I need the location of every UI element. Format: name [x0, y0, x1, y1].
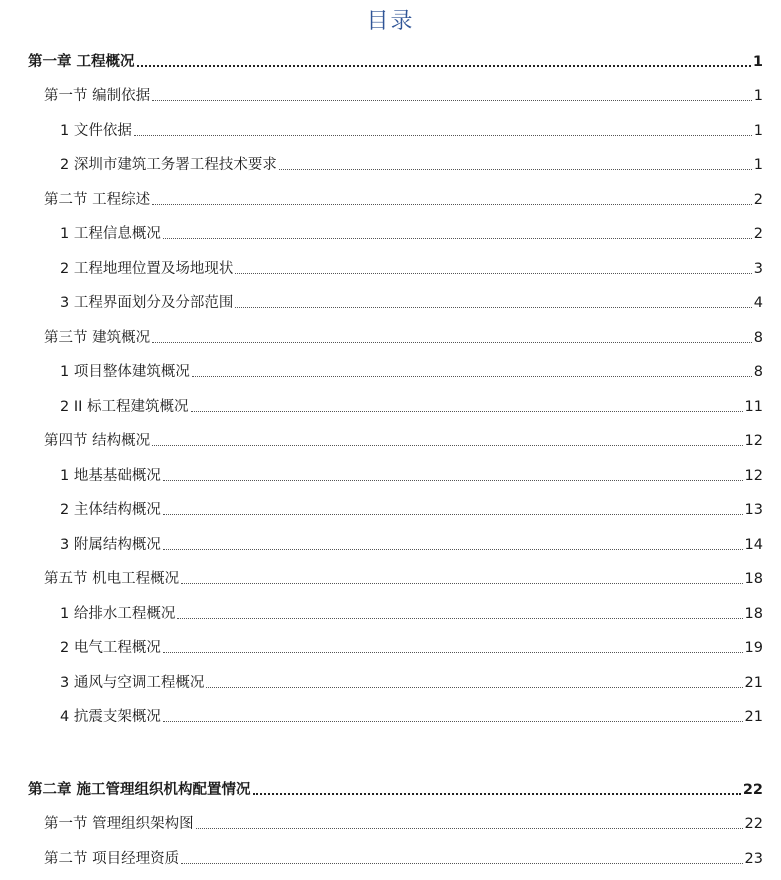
toc-leader-dots	[163, 549, 743, 550]
toc-entry-label: 3 工程界面划分及分部范围	[60, 295, 234, 311]
toc-entry-label: 1 项目整体建筑概况	[60, 364, 190, 380]
toc-entry-label: 第一节 管理组织架构图	[44, 816, 194, 832]
toc-entry[interactable]	[60, 463, 763, 485]
toc-page-number: 21	[744, 675, 763, 691]
toc-entry-label: 1 地基基础概况	[60, 468, 161, 484]
toc-leader-dots	[279, 169, 752, 170]
toc-leader-dots	[177, 618, 742, 619]
toc-page-number: 8	[753, 364, 763, 380]
toc-entry[interactable]	[60, 152, 763, 174]
toc-page-number: 1	[752, 54, 763, 70]
toc-leader-dots	[152, 204, 752, 205]
toc-leader-dots	[206, 687, 742, 688]
toc-page-number: 2	[753, 192, 763, 208]
toc-entry[interactable]	[60, 635, 763, 657]
toc-leader-dots	[235, 307, 751, 308]
toc-entry[interactable]	[44, 846, 763, 868]
toc-entry[interactable]	[44, 187, 763, 209]
toc-leader-dots	[163, 238, 752, 239]
toc-page-number: 19	[744, 640, 763, 656]
toc-page-number: 22	[744, 816, 763, 832]
toc-entry[interactable]	[60, 670, 763, 692]
toc-page-number: 22	[742, 782, 763, 798]
toc-entry[interactable]	[44, 811, 763, 833]
toc-page-number: 13	[744, 502, 763, 518]
toc-leader-dots	[163, 480, 743, 481]
toc-entry-label: 第一节 编制依据	[44, 88, 151, 104]
toc-leader-dots	[152, 100, 752, 101]
toc-leader-dots	[137, 65, 751, 67]
toc-leader-dots	[191, 411, 743, 412]
toc-leader-dots	[163, 721, 743, 722]
toc-entry[interactable]	[28, 49, 763, 71]
toc-page-number: 4	[753, 295, 763, 311]
toc-entry-label: 3 附属结构概况	[60, 537, 161, 553]
toc-entry-label: 2 工程地理位置及场地现状	[60, 261, 234, 277]
toc-leader-dots	[181, 863, 742, 864]
toc-entry-label: 1 给排水工程概况	[60, 606, 176, 622]
toc-entry[interactable]	[60, 359, 763, 381]
toc-entry[interactable]	[44, 566, 763, 588]
toc-entry[interactable]	[44, 325, 763, 347]
toc-entry[interactable]	[60, 118, 763, 140]
toc-entry[interactable]	[44, 428, 763, 450]
toc-entry-label: 第一章 工程概况	[28, 54, 135, 70]
toc-entry-label: 第五节 机电工程概况	[44, 571, 180, 587]
toc-page-number: 2	[753, 226, 763, 242]
toc-entry[interactable]	[60, 290, 763, 312]
toc-page-number: 12	[744, 433, 763, 449]
toc-page-number: 21	[744, 709, 763, 725]
toc-entry[interactable]	[28, 777, 763, 799]
toc-entry-label: 1 工程信息概况	[60, 226, 161, 242]
toc-entry-label: 1 文件依据	[60, 123, 132, 139]
toc-leader-dots	[163, 652, 743, 653]
toc-entry[interactable]	[60, 532, 763, 554]
toc-page-number: 1	[753, 157, 763, 173]
toc-entry[interactable]	[60, 497, 763, 519]
toc-entry-label: 第三节 建筑概况	[44, 330, 151, 346]
toc-entry-label: 4 抗震支架概况	[60, 709, 161, 725]
toc-page-number: 3	[753, 261, 763, 277]
toc-entry-label: 第四节 结构概况	[44, 433, 151, 449]
toc-page-number: 18	[744, 606, 763, 622]
toc-leader-dots	[253, 793, 741, 795]
toc-page-number: 8	[753, 330, 763, 346]
toc-entry-label: 2 主体结构概况	[60, 502, 161, 518]
toc-page-number: 14	[744, 537, 763, 553]
toc-entry-label: 2 深圳市建筑工务署工程技术要求	[60, 157, 277, 173]
toc-entry[interactable]	[60, 601, 763, 623]
toc-leader-dots	[152, 342, 752, 343]
toc-leader-dots	[152, 445, 742, 446]
toc-entry-label: 第二节 项目经理资质	[44, 851, 180, 867]
toc-page-number: 12	[744, 468, 763, 484]
toc-leader-dots	[181, 583, 742, 584]
toc-leader-dots	[134, 135, 752, 136]
toc-entry[interactable]	[60, 394, 763, 416]
toc-entry-label: 第二章 施工管理组织机构配置情况	[28, 782, 251, 798]
toc-page-number: 1	[753, 123, 763, 139]
toc-entry-label: 3 通风与空调工程概况	[60, 675, 205, 691]
toc-entry[interactable]	[44, 83, 763, 105]
toc-leader-dots	[192, 376, 752, 377]
toc-entry-label: 第二节 工程综述	[44, 192, 151, 208]
toc-entry[interactable]	[60, 221, 763, 243]
toc-leader-dots	[163, 514, 743, 515]
toc-page-number: 18	[744, 571, 763, 587]
toc-page-number: 23	[744, 851, 763, 867]
toc-page-number: 11	[744, 399, 763, 415]
toc-entry[interactable]	[60, 256, 763, 278]
toc-title: 目录	[366, 9, 415, 34]
toc-entry-label: 2 电气工程概况	[60, 640, 161, 656]
toc-entry-label: 2 II 标工程建筑概况	[60, 399, 189, 415]
toc-entry[interactable]	[60, 704, 763, 726]
toc-leader-dots	[235, 273, 751, 274]
toc-leader-dots	[196, 828, 743, 829]
toc-page-number: 1	[753, 88, 763, 104]
